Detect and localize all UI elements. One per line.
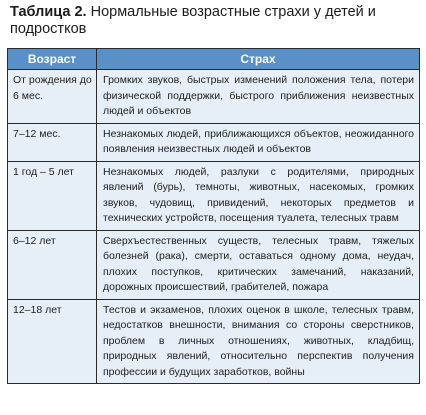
table-row [8,161,420,230]
age-cell: 6–12 лет [8,230,97,299]
fear-cell: Незнакомых людей, разлуки с родителями, природных явлений (бурь), темноты, животных, насекомых, громких звуков, чудовищ, привидений, некоторых предметов и технических устройств, посещения туалета, телесных травм [97,161,420,230]
table-number: Таблица 2. [10,4,87,20]
table-row [8,70,420,124]
header-age: Возраст [8,49,97,70]
table-row [8,230,420,299]
table-caption [10,4,418,38]
table-title: Нормальные возрастные страхи у детей и подростков [10,4,376,37]
fears-table [7,48,420,384]
fear-cell: Сверхъестественных существ, телесных травм, тяжелых болезней (рака), смерти, оставаться одному дома, неудач, плохих поступков, критических замечаний, наказаний, дорожных происшествий, грабителей, пожара [97,230,420,299]
age-cell: 1 год – 5 лет [8,161,97,230]
table-row [8,299,420,384]
age-cell: 12–18 лет [8,299,97,384]
fear-cell: Тестов и экзаменов, плохих оценок в школе, телесных травм, недостатков внешности, внимания со стороны сверстников, проблем в личных отношениях, животных, кладбищ, природных явлений, относительно перспектив получения профессии и будущих заработков, войны [97,299,420,384]
header-row [8,49,420,70]
fear-cell: Громких звуков, быстрых изменений положения тела, потери физической поддержки, быстрого приближения неизвестных людей и объектов [97,70,420,124]
fear-cell: Незнакомых людей, приближающихся объектов, неожиданного появления неизвестных людей и объектов [97,123,420,161]
header-fear: Страх [97,49,420,70]
age-cell: От рождения до 6 мес. [8,70,97,124]
age-cell: 7–12 мес. [8,123,97,161]
table-row [8,123,420,161]
